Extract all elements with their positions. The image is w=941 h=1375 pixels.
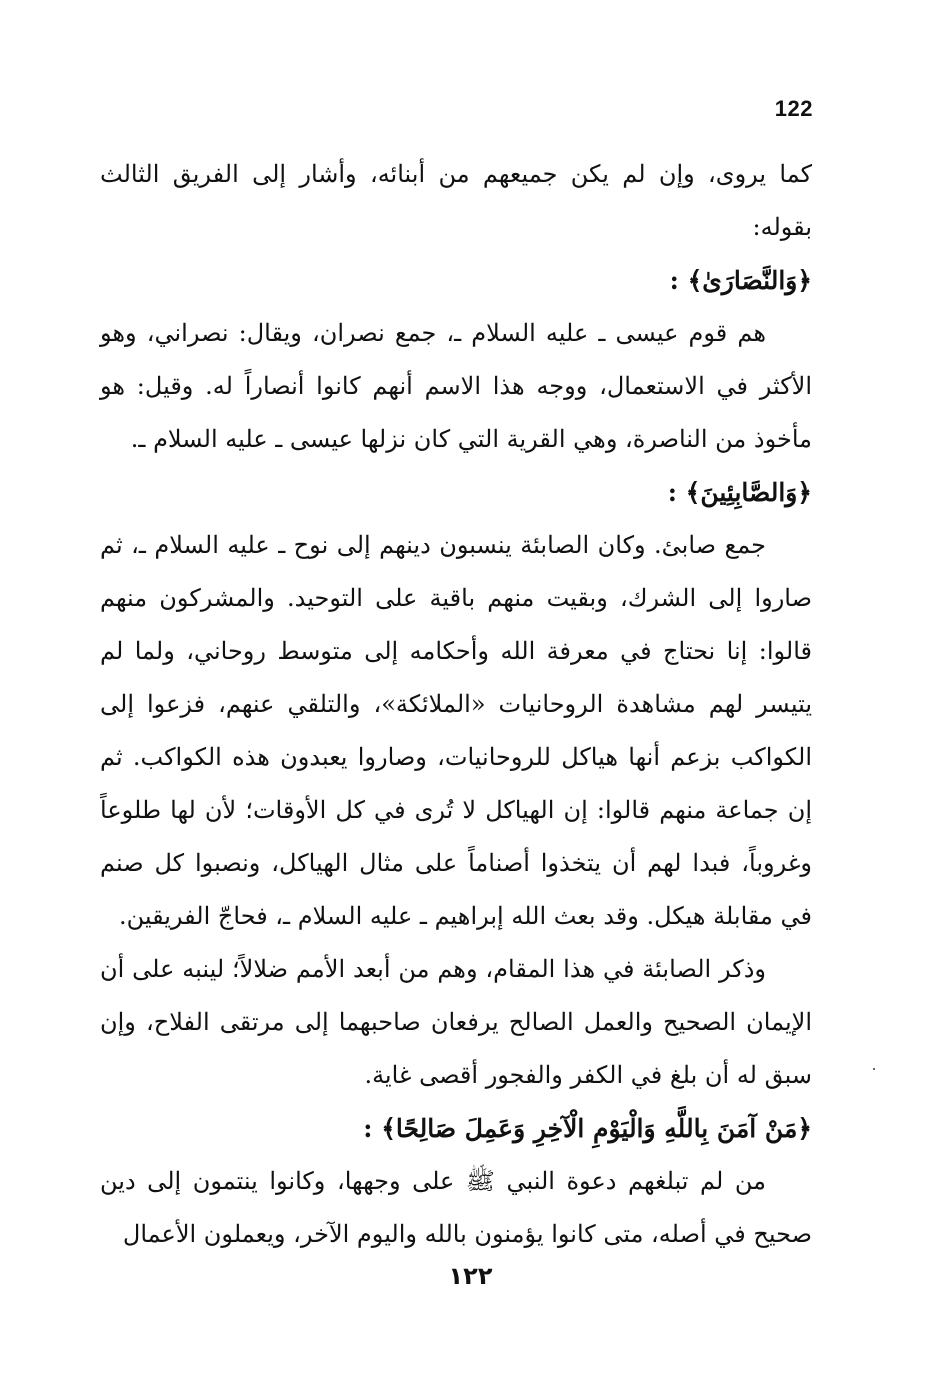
page-number-top: 122: [774, 96, 813, 121]
paragraph-intro: كما يروى، وإن لم يكن جميعهم من أبنائه، وأشار إلى الفريق الثالث بقوله:: [100, 160, 812, 241]
paragraph-nasara: هم قوم عيسى ـ عليه السلام ـ، جمع نصران، ويقال: نصراني، وهو الأكثر في الاستعمال، ووجه هذا الاسم أنهم كانوا أنصاراً له. وقيل: هو مأخوذ من الناصرة، وهي القرية التي كان نزلها عيسى ـ عليه السلام ـ.: [100, 319, 812, 453]
quran-heading-nasara: ﴿وَالنَّصَارَىٰ﴾ :: [669, 266, 812, 295]
quran-heading-sabiin: ﴿وَالصَّابِئِينَ﴾ :: [667, 478, 812, 507]
paragraph-sabiin: جمع صابئ. وكان الصابئة ينسبون دينهم إلى نوح ـ عليه السلام ـ، ثم صاروا إلى الشرك، وبقيت منهم باقية على التوحيد. والمشركون منهم قالوا: إنا نحتاج في معرفة الله وأحكامه إلى متوسط روحاني، ولما لم يتيسر لهم مشاهدة الروحانيات «الملائكة»، والتلقي عنهم، فزعوا إلى الكواكب بزعم أنها هياكل للروحانيات، وصاروا يعبدون هذه الكواكب. ثم إن جماعة منهم قالوا: إن الهياكل لا تُرى في كل الأوقات؛ لأن لها طلوعاً وغروباً، فبدا لهم أن يتخذوا أصناماً على مثال الهياكل، ونصبوا كل صنم في مقابلة هيكل. وقد بعث الله إبراهيم ـ عليه السلام ـ، فحاجّ الفريقين.: [100, 531, 812, 930]
paragraph-iman: من لم تبلغهم دعوة النبي ﷺ على وجهها، وكانوا ينتمون إلى دين صحيح في أصله، متى كانوا يؤمنون بالله واليوم الآخر، ويعملون الأعمال: [100, 1167, 812, 1248]
quran-heading-iman: ﴿مَنْ آمَنَ بِاللَّهِ وَالْيَوْمِ الْآخِرِ وَعَمِلَ صَالِحًا﴾ :: [363, 1114, 812, 1143]
page-number-bottom: ١٢٢: [448, 1262, 493, 1290]
scan-speck: [873, 1068, 875, 1070]
body-text: [100, 148, 812, 1261]
paragraph-sabiin-remark: وذكر الصابئة في هذا المقام، وهم من أبعد الأمم ضلالاً؛ لينبه على أن الإيمان الصحيح والعمل الصالح يرفعان صاحبهما إلى مرتقى الفلاح، وإن سبق له أن بلغ في الكفر والفجور أقصى غاية.: [100, 955, 812, 1089]
